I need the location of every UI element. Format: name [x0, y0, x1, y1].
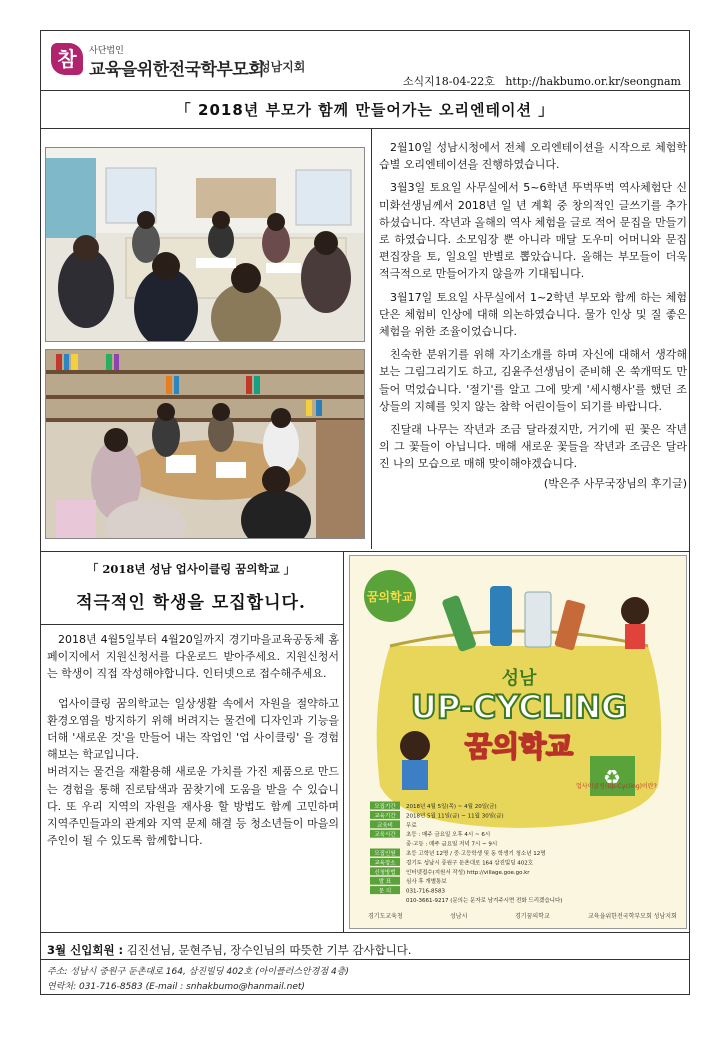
meeting-photo-classroom: [45, 147, 365, 342]
poster-city: 성남: [501, 668, 537, 689]
upcycling-poster: [349, 555, 687, 929]
poster-info-label: 교육시간: [374, 832, 396, 839]
header: [41, 31, 689, 89]
issue-info: 소식지18-04-22호 http://hakbumo.or.kr/seongnam: [402, 75, 681, 88]
poster-info-value: 010-3661-9217 (문의는 문자로 남겨주시면 전화 드리겠습니다): [406, 898, 563, 904]
org-name: 교육을위한전국학부모회: [89, 60, 265, 80]
upcycling-article: [47, 631, 339, 849]
poster-info-value: 초등 고학년 12명 / 중·고등학생 및 동 학생기 청소년 12명: [406, 851, 546, 857]
poster-title: UP-CYCLING: [410, 688, 628, 726]
footer: [47, 965, 349, 995]
poster-info-value: 무료: [406, 822, 417, 829]
poster-info-value: 경기도 성남시 중원구 둔촌대로 164 삼진빌딩 402호: [406, 860, 534, 867]
poster-info-label: 교육기간: [374, 813, 396, 820]
article-paragraph: 3월3일 토요일 사무실에서 5~6학년 뚜벅뚜벅 역사체험단 신미화선생님께서 2018년 일 년 계획 중 창의적인 글쓰기를 추가하셨습니다. 작년과 올해의 역사 체험을 글로 적어 문집을 만들기로 하였습니다. 소모임장 뿐 아니라 매달 도우미 어머니와 문집 편집장을 토, 일요일 반별로 뽑았습니다. 올해는 부모들이 더욱 적극적으로 만들어가지 않을까 기대됩니다.: [379, 181, 687, 281]
article-paragraph: 3월17일 토요일 사무실에서 1~2학년 부모와 함께 하는 체험단은 체험비 인상에 대해 의논하였습니다. 물가 인상 및 질 좋은 체험을 위한 조율이었습니다.: [379, 290, 687, 339]
poster-info-value: 심사 후 개별통보: [406, 879, 447, 886]
column-divider: [343, 552, 344, 932]
article-paragraph: 진달래 나무는 작년과 조금 달라졌지만, 거기에 핀 꽃은 작년의 그 꽃들이 아닙니다. 매해 새로운 꽃들을 작년과 조금은 달라진 나의 모습으로 매해 맞이해야겠습니다.: [379, 423, 687, 471]
poster-info-label: 교육장소: [374, 860, 396, 867]
poster-logo: 경기꿈의학교: [515, 913, 550, 920]
poster-info-value: 2018년 4월 5일(목) ~ 4월 20일(금): [406, 804, 497, 810]
article-paragraph: 버려지는 물건을 재활용해 새로운 가치를 가진 제품으로 만드는 경험을 통해 진로탐색과 꿈찾기에 도움을 받을 수 있습니다. 또 우리 지역의 자원을 재사용 할 방법도 함께 고민하며 지역주민들과의 관계와 지역 문제 해결 등 청소년들이 마을의 주인이 될 수 있도록 함께합니다.: [47, 765, 339, 848]
poster-info-value: 2018년 5월 11일(금) ~ 11월 30일(금): [406, 813, 504, 820]
recycle-icon: ♻: [603, 765, 621, 789]
members-divider: [41, 932, 689, 933]
members-label: 3월 신입회원 :: [47, 943, 124, 957]
footer-contact: 연락처: 031-716-8583 (E-mail : snhakbumo@hanmail.net): [47, 982, 305, 992]
poster-info-value: 초등 : 매주 금요일 오후 4시 ~ 6시: [406, 832, 491, 839]
footer-divider: [41, 959, 689, 960]
poster-info-value: 031-716-8583: [406, 888, 445, 895]
article-paragraph: 친숙한 분위기를 위해 자기소개를 하며 자신에 대해서 생각해보는 그림그리기도 하고, 김윤주선생님이 준비해 온 쑥개떡도 만들어 먹었습니다. '절기'를 알고 그에 맞게 '세시행사'를 했던 조상들의 지혜를 잊지 않는 참학 어린이들이 되기를 바랍니다.: [379, 348, 687, 413]
footer-address: 주소: 성남시 중원구 둔촌대로 164, 삼진빌딩 402호 (아이플러스안경점 4층): [47, 967, 349, 977]
poster-info-label: 모집기간: [374, 804, 396, 810]
poster-info-label: 발 표: [378, 879, 392, 886]
title-divider: [41, 128, 689, 129]
article-paragraph: 2월10일 성남시청에서 전체 오리엔테이션을 시작으로 체험학습별 오리엔테이션을 진행하였습니다.: [379, 141, 687, 172]
header-divider: [41, 90, 689, 91]
column-divider: [371, 129, 372, 549]
poster-side-title: 업사이클링(Up-Cycling)이란?: [576, 783, 657, 790]
poster-info-value: 중·고등 : 매주 금요일 저녁 7시 ~ 9시: [406, 841, 498, 848]
members-text: 김진선님, 문현주님, 장수인님의 따뜻한 기부 감사합니다.: [123, 943, 412, 957]
poster-info-label: 문 의: [378, 888, 392, 895]
article-paragraph: 업사이클링 꿈의학교는 일상생활 속에서 자원을 절약하고 환경오염을 방지하기 위해 버려지는 물건에 디자인과 기능을 더해 '새로운 것'을 만들어 내는 작업인 '업 사이클링' 을 경험해보는 학교입니다.: [47, 696, 339, 762]
org-type-label: 사단법인: [89, 46, 124, 56]
poster-logo: 성남시: [450, 913, 468, 920]
new-members-line: [47, 942, 412, 958]
orientation-article: [379, 139, 687, 498]
poster-logo: 교육을위한전국학부모회 성남지회: [588, 913, 677, 920]
recruit-divider: [41, 624, 343, 625]
poster-info-value: 인터넷접수(지원서 작성) http://village.goe.go.kr: [406, 869, 530, 876]
poster-subtitle: 꿈의학교: [464, 730, 574, 763]
main-title: 「 2018년 부모가 함께 만들어가는 오리엔테이션 」: [175, 101, 555, 119]
upcycling-subtitle: 「 2018년 성남 업사이클링 꿈의학교 」: [86, 562, 296, 576]
poster-info-label: 모집인원: [374, 851, 396, 857]
poster-logo: 경기도교육청: [368, 913, 403, 920]
poster-info-label: 교육비: [377, 822, 393, 829]
section-divider: [41, 551, 689, 552]
org-logo: 참: [51, 43, 83, 75]
article-paragraph: 2018년 4월5일부터 4월20일까지 경기마을교육공동체 홈페이지에서 지원신청서를 다운로드 받아주세요. 지원신청서는 학생이 직접 작성해야합니다. 인터넷으로 접수해주세요.: [47, 633, 339, 681]
poster-badge: 꿈의학교: [366, 590, 414, 604]
org-branch: 성남지회: [259, 60, 306, 74]
meeting-photo-library: [45, 349, 365, 539]
newsletter-page: [40, 30, 690, 995]
article-signature: (박은주 사무국장님의 후기글): [543, 476, 687, 490]
recruit-headline: 적극적인 학생을 모집합니다.: [76, 593, 306, 613]
poster-info-label: 신청방법: [374, 869, 396, 876]
